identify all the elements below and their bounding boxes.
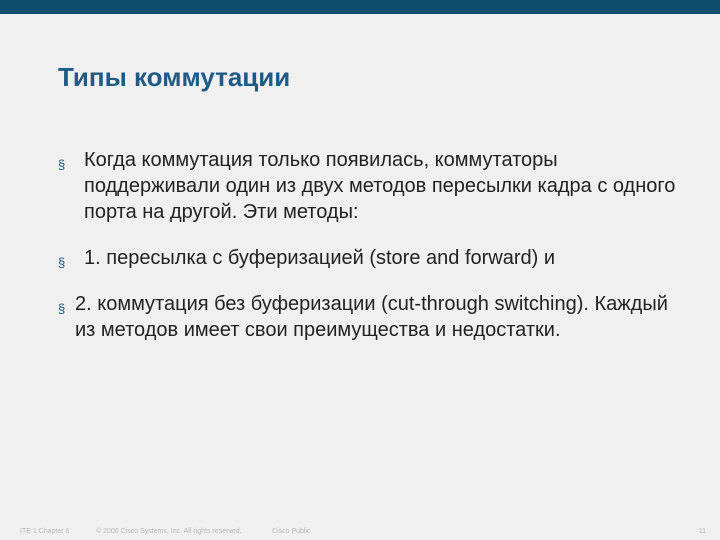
bullet-marker-icon: § xyxy=(58,157,66,172)
footer-course-label: ITE 1 Chapter 6 xyxy=(20,528,70,535)
top-accent-bar xyxy=(0,0,720,14)
bullet-item xyxy=(58,245,678,271)
bullet-item xyxy=(58,147,678,225)
bullet-text: Когда коммутация только появилась, коммутаторы поддерживали один из двух методов пересылки кадра с одного порта на другой. Эти методы: xyxy=(84,149,676,223)
footer-copyright: © 2006 Cisco Systems, Inc. All rights reserved. xyxy=(96,528,242,535)
bullet-item xyxy=(58,291,678,343)
bullet-text: 2. коммутация без буферизации (cut-through switching). Каждый из методов имеет свои преимущества и недостатки. xyxy=(75,293,668,341)
bullet-marker-icon: § xyxy=(58,255,66,270)
bullet-marker-icon: § xyxy=(58,301,66,316)
footer-page-number: 11 xyxy=(698,528,706,535)
slide-title: Типы коммутации xyxy=(58,62,291,92)
footer-classification: Cisco Public xyxy=(272,528,311,535)
bullet-text: 1. пересылка с буферизацией (store and forward) и xyxy=(84,247,556,269)
bullet-list xyxy=(58,147,678,363)
